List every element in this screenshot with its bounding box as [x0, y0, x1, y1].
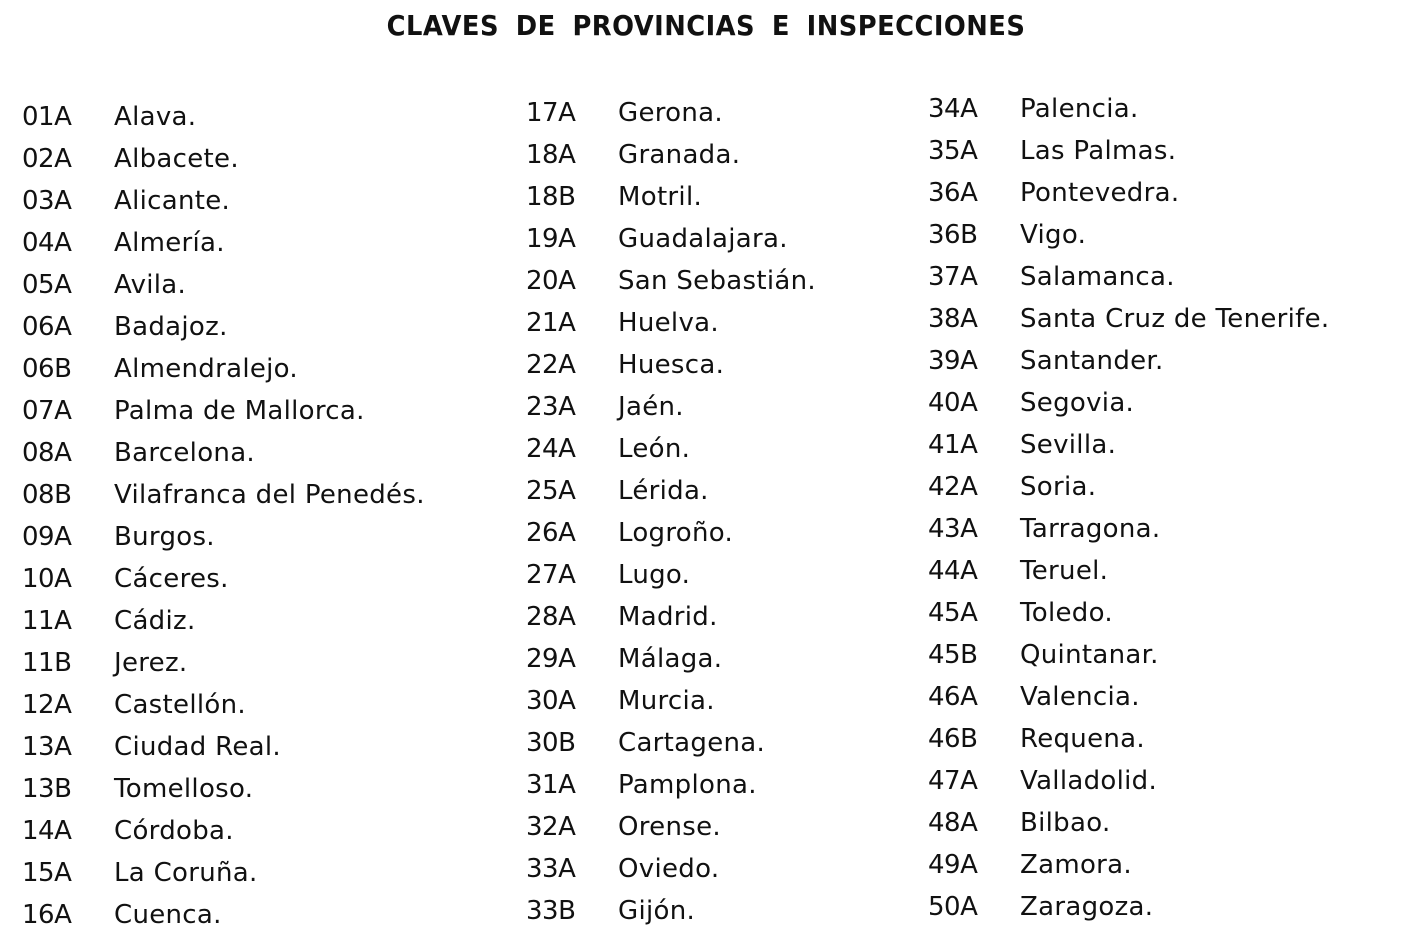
province-name: La Coruña.: [114, 858, 258, 888]
province-name: Pamplona.: [618, 770, 757, 800]
province-name: Barcelona.: [114, 438, 255, 468]
list-item: [22, 180, 425, 222]
province-name: Jaén.: [618, 392, 684, 422]
column-2: [526, 92, 816, 932]
province-name: Valladolid.: [1020, 766, 1158, 796]
list-item: [22, 348, 425, 390]
province-code: 23A: [526, 392, 576, 422]
province-code: 17A: [526, 98, 576, 128]
province-code: 13A: [22, 732, 72, 762]
list-item: [22, 642, 425, 684]
province-code: 46A: [928, 682, 978, 712]
province-code: 45A: [928, 598, 978, 628]
list-item: [22, 558, 425, 600]
list-item: [928, 718, 1329, 760]
province-name: Castellón.: [114, 690, 246, 720]
list-item: [22, 138, 425, 180]
province-code: 47A: [928, 766, 978, 796]
province-name: Huelva.: [618, 308, 719, 338]
province-code: 45B: [928, 640, 978, 670]
province-name: Málaga.: [618, 644, 723, 674]
province-code: 20A: [526, 266, 576, 296]
province-name: Zamora.: [1020, 850, 1132, 880]
province-code: 24A: [526, 434, 576, 464]
province-code: 30B: [526, 728, 576, 758]
list-item: [526, 722, 816, 764]
province-name: León.: [618, 434, 691, 464]
list-item: [526, 848, 816, 890]
list-item: [928, 550, 1329, 592]
province-name: Sevilla.: [1020, 430, 1117, 460]
province-code: 07A: [22, 396, 72, 426]
list-item: [22, 474, 425, 516]
province-code: 09A: [22, 522, 72, 552]
province-code: 49A: [928, 850, 978, 880]
list-item: [928, 592, 1329, 634]
province-name: Zaragoza.: [1020, 892, 1154, 922]
province-code: 48A: [928, 808, 978, 838]
list-item: [928, 172, 1329, 214]
province-name: Motril.: [618, 182, 703, 212]
province-name: Palencia.: [1020, 94, 1139, 124]
province-code: 38A: [928, 304, 978, 334]
province-name: Gerona.: [618, 98, 723, 128]
province-name: Granada.: [618, 140, 741, 170]
province-name: Cartagena.: [618, 728, 766, 758]
province-name: Teruel.: [1020, 556, 1109, 586]
province-code: 26A: [526, 518, 576, 548]
province-code: 11A: [22, 606, 72, 636]
list-item: [928, 256, 1329, 298]
province-name: Albacete.: [114, 144, 239, 174]
list-item: [928, 676, 1329, 718]
province-name: Toledo.: [1020, 598, 1113, 628]
list-item: [22, 432, 425, 474]
province-name: Pontevedra.: [1020, 178, 1180, 208]
province-name: Almendralejo.: [114, 354, 298, 384]
province-name: Palma de Mallorca.: [114, 396, 365, 426]
province-code: 33A: [526, 854, 576, 884]
province-name: Orense.: [618, 812, 721, 842]
province-code: 37A: [928, 262, 978, 292]
province-code: 18B: [526, 182, 576, 212]
province-name: Vigo.: [1020, 220, 1087, 250]
list-item: [526, 134, 816, 176]
list-item: [22, 810, 425, 852]
list-item: [22, 894, 425, 936]
list-item: [526, 890, 816, 932]
province-code: 28A: [526, 602, 576, 632]
list-item: [928, 130, 1329, 172]
province-name: Guadalajara.: [618, 224, 788, 254]
province-code: 03A: [22, 186, 72, 216]
province-name: Las Palmas.: [1020, 136, 1177, 166]
province-code: 41A: [928, 430, 978, 460]
province-name: Santander.: [1020, 346, 1164, 376]
list-item: [928, 802, 1329, 844]
province-name: Almería.: [114, 228, 225, 258]
list-item: [526, 92, 816, 134]
list-item: [526, 218, 816, 260]
province-name: San Sebastián.: [618, 266, 816, 296]
province-name: Jerez.: [114, 648, 188, 678]
list-item: [22, 726, 425, 768]
province-name: Vilafranca del Penedés.: [114, 480, 425, 510]
province-name: Valencia.: [1020, 682, 1140, 712]
list-item: [526, 638, 816, 680]
province-code: 36B: [928, 220, 978, 250]
province-name: Madrid.: [618, 602, 718, 632]
province-code: 19A: [526, 224, 576, 254]
list-item: [22, 264, 425, 306]
province-code: 06B: [22, 354, 72, 384]
list-item: [526, 302, 816, 344]
province-code: 25A: [526, 476, 576, 506]
province-code: 39A: [928, 346, 978, 376]
list-item: [526, 806, 816, 848]
list-item: [22, 600, 425, 642]
list-item: [928, 760, 1329, 802]
list-item: [928, 424, 1329, 466]
province-code: 29A: [526, 644, 576, 674]
list-item: [928, 886, 1329, 928]
province-code: 02A: [22, 144, 72, 174]
province-name: Córdoba.: [114, 816, 234, 846]
province-name: Gijón.: [618, 896, 696, 926]
province-code: 15A: [22, 858, 72, 888]
province-name: Tomelloso.: [114, 774, 254, 804]
province-code: 35A: [928, 136, 978, 166]
province-code: 04A: [22, 228, 72, 258]
province-code: 30A: [526, 686, 576, 716]
province-name: Alava.: [114, 102, 197, 132]
province-name: Quintanar.: [1020, 640, 1159, 670]
province-name: Burgos.: [114, 522, 215, 552]
province-code: 12A: [22, 690, 72, 720]
province-code: 05A: [22, 270, 72, 300]
province-name: Tarragona.: [1020, 514, 1161, 544]
province-code: 08B: [22, 480, 72, 510]
province-name: Lérida.: [618, 476, 709, 506]
province-name: Lugo.: [618, 560, 691, 590]
province-name: Badajoz.: [114, 312, 228, 342]
list-item: [22, 852, 425, 894]
province-code: 46B: [928, 724, 978, 754]
province-code: 43A: [928, 514, 978, 544]
province-name: Oviedo.: [618, 854, 720, 884]
list-item: [526, 176, 816, 218]
province-code: 42A: [928, 472, 978, 502]
province-code: 14A: [22, 816, 72, 846]
province-code: 13B: [22, 774, 72, 804]
list-item: [526, 428, 816, 470]
list-item: [22, 96, 425, 138]
province-name: Alicante.: [114, 186, 231, 216]
list-item: [526, 386, 816, 428]
province-code: 40A: [928, 388, 978, 418]
list-item: [526, 764, 816, 806]
province-code: 16A: [22, 900, 72, 930]
list-item: [928, 298, 1329, 340]
list-item: [22, 390, 425, 432]
province-code: 33B: [526, 896, 576, 926]
province-name: Bilbao.: [1020, 808, 1111, 838]
province-name: Logroño.: [618, 518, 734, 548]
list-item: [928, 634, 1329, 676]
province-code: 08A: [22, 438, 72, 468]
list-item: [928, 466, 1329, 508]
province-code: 31A: [526, 770, 576, 800]
list-item: [22, 222, 425, 264]
list-item: [928, 88, 1329, 130]
page-title: CLAVES DE PROVINCIAS E INSPECCIONES: [386, 9, 1026, 42]
province-code: 01A: [22, 102, 72, 132]
province-name: Ciudad Real.: [114, 732, 281, 762]
list-item: [22, 768, 425, 810]
province-name: Requena.: [1020, 724, 1145, 754]
column-3: [928, 88, 1329, 928]
province-code: 21A: [526, 308, 576, 338]
province-code: 50A: [928, 892, 978, 922]
province-name: Huesca.: [618, 350, 725, 380]
list-item: [526, 260, 816, 302]
province-name: Avila.: [114, 270, 187, 300]
province-code: 10A: [22, 564, 72, 594]
province-name: Cuenca.: [114, 900, 222, 930]
list-item: [22, 516, 425, 558]
list-item: [928, 340, 1329, 382]
list-item: [928, 844, 1329, 886]
list-item: [526, 344, 816, 386]
province-name: Cádiz.: [114, 606, 196, 636]
province-code: 34A: [928, 94, 978, 124]
province-code: 18A: [526, 140, 576, 170]
province-code: 36A: [928, 178, 978, 208]
province-name: Soria.: [1020, 472, 1097, 502]
province-code: 11B: [22, 648, 72, 678]
province-code: 32A: [526, 812, 576, 842]
list-item: [526, 512, 816, 554]
province-code: 44A: [928, 556, 978, 586]
list-item: [526, 680, 816, 722]
province-name: Cáceres.: [114, 564, 229, 594]
list-item: [928, 214, 1329, 256]
list-item: [526, 554, 816, 596]
list-item: [526, 596, 816, 638]
list-item: [22, 684, 425, 726]
province-name: Salamanca.: [1020, 262, 1175, 292]
list-item: [22, 306, 425, 348]
list-item: [526, 470, 816, 512]
province-name: Murcia.: [618, 686, 715, 716]
province-name: Santa Cruz de Tenerife.: [1020, 304, 1330, 334]
list-item: [928, 382, 1329, 424]
province-code: 27A: [526, 560, 576, 590]
list-item: [928, 508, 1329, 550]
province-code: 22A: [526, 350, 576, 380]
province-code: 06A: [22, 312, 72, 342]
province-name: Segovia.: [1020, 388, 1135, 418]
column-1: [22, 96, 425, 936]
